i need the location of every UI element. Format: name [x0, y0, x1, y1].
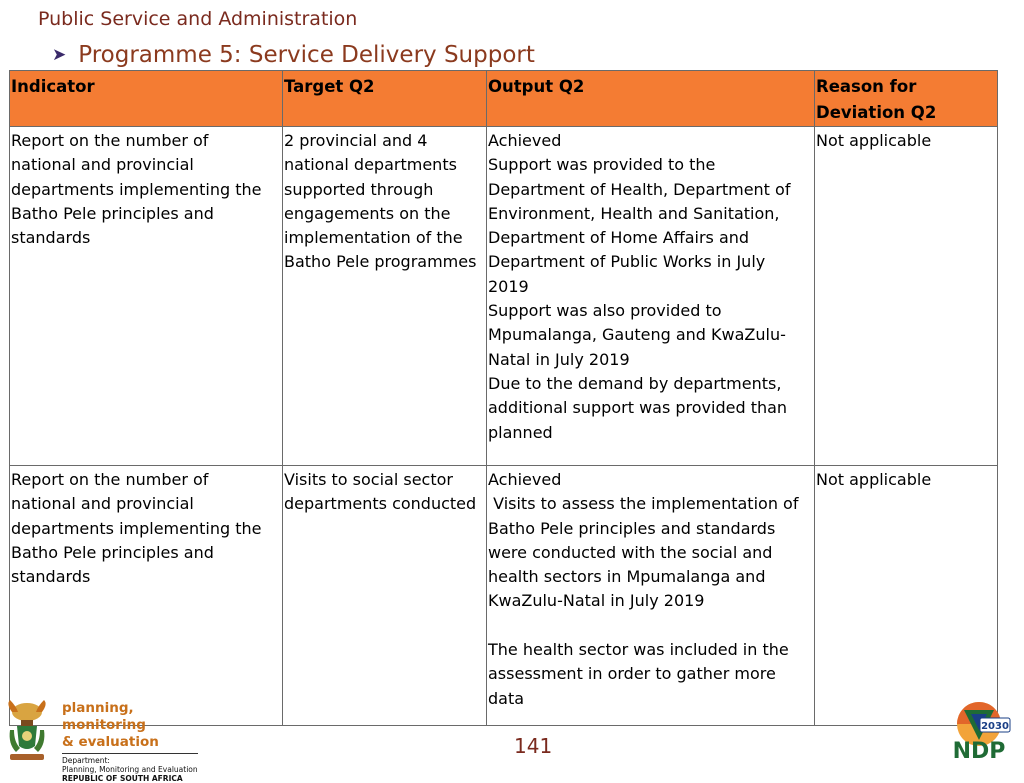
reason-cell: Not applicable: [815, 127, 998, 466]
programme-label: Programme 5: Service Delivery Support: [78, 42, 535, 68]
cell-line: engagements on the: [284, 203, 451, 223]
indicator-cell: [10, 127, 283, 466]
output-cell: [487, 466, 815, 726]
target-cell: [283, 127, 487, 466]
cell-line: Visits to assess the implementation of: [488, 494, 799, 514]
ndp-text: NDP: [952, 739, 1006, 764]
target-cell: [283, 466, 487, 726]
cell-line: assessment in order to gather more: [488, 664, 776, 684]
table-row: [10, 466, 998, 726]
cell-line: Achieved: [488, 131, 562, 150]
reason-cell: Not applicable: [815, 466, 998, 726]
cell-line: planned: [488, 422, 553, 442]
dpme-logo: [4, 700, 204, 783]
cell-line: departments implementing the: [11, 179, 262, 199]
output-cell: [487, 127, 815, 466]
cell-line: Due to the demand by departments,: [488, 373, 782, 393]
logo-line: Planning, Monitoring and Evaluation: [62, 765, 198, 774]
cell-line: standards: [11, 228, 91, 248]
cell-line: data: [488, 688, 525, 708]
arrow-bullet-icon: ➤: [52, 45, 67, 65]
table-header-row: [10, 71, 998, 127]
cell-line: Department of Home Affairs and: [488, 228, 750, 248]
cell-line: additional support was provided than: [488, 398, 788, 418]
logo-line: & evaluation: [62, 734, 159, 750]
cell-line: Mpumalanga, Gauteng and KwaZulu-: [488, 325, 786, 345]
cell-line: [488, 614, 813, 638]
cell-line: Visits to social sector: [284, 470, 453, 489]
header-output: Output Q2: [487, 71, 815, 127]
header-reason-line: Deviation Q2: [816, 103, 937, 122]
logo-line: REPUBLIC OF SOUTH AFRICA: [62, 774, 183, 783]
ndp-2030-logo: [944, 700, 1014, 762]
table-row: [10, 127, 998, 466]
indicator-cell: [10, 466, 283, 726]
cell-line: Support was also provided to: [488, 301, 722, 321]
cell-line: 2019: [488, 276, 529, 296]
cell-line: national and provincial: [11, 155, 194, 175]
ndp-year: 2030: [981, 721, 1009, 732]
cell-line: Achieved: [488, 470, 562, 489]
cell-line: Batho Pele principles and: [11, 203, 214, 223]
indicator-table: [9, 70, 998, 726]
cell-line: departments implementing the: [11, 518, 262, 538]
cell-line: national and provincial: [11, 494, 194, 514]
cell-line: Batho Pele principles and: [11, 542, 214, 562]
cell-line: were conducted with the social and: [488, 542, 773, 562]
cell-line: Department of Public Works in July: [488, 252, 766, 272]
header-indicator: Indicator: [10, 71, 283, 127]
logo-divider: [62, 753, 198, 754]
cell-line: Department of Health, Department of: [488, 179, 791, 199]
header-reason-line: Reason for: [816, 77, 917, 96]
cell-line: health sectors in Mpumalanga and: [488, 567, 766, 587]
cell-line: implementation of the: [284, 228, 463, 248]
slide-title: Public Service and Administration: [38, 8, 358, 30]
cell-line: Batho Pele principles and standards: [488, 518, 776, 538]
header-reason: [815, 71, 998, 127]
cell-line: supported through: [284, 179, 434, 199]
programme-heading: [52, 42, 535, 68]
cell-line: Support was provided to the: [488, 155, 716, 175]
cell-line: Natal in July 2019: [488, 349, 630, 369]
logo-text: [62, 700, 204, 783]
cell-line: Report on the number of: [11, 470, 209, 489]
cell-line: 2 provincial and 4: [284, 131, 428, 150]
cell-line: standards: [11, 567, 91, 587]
cell-line: Environment, Health and Sanitation,: [488, 203, 780, 223]
cell-line: Report on the number of: [11, 131, 209, 150]
cell-line: departments conducted: [284, 494, 477, 514]
logo-line: Department:: [62, 756, 110, 765]
header-target: Target Q2: [283, 71, 487, 127]
logo-line: planning, monitoring: [62, 700, 146, 733]
page-number: 141: [514, 734, 553, 758]
cell-line: KwaZulu-Natal in July 2019: [488, 591, 705, 611]
cell-line: national departments: [284, 155, 457, 175]
cell-line: Batho Pele programmes: [284, 252, 477, 272]
coat-of-arms-icon: [4, 700, 50, 762]
cell-line: The health sector was included in the: [488, 640, 789, 660]
